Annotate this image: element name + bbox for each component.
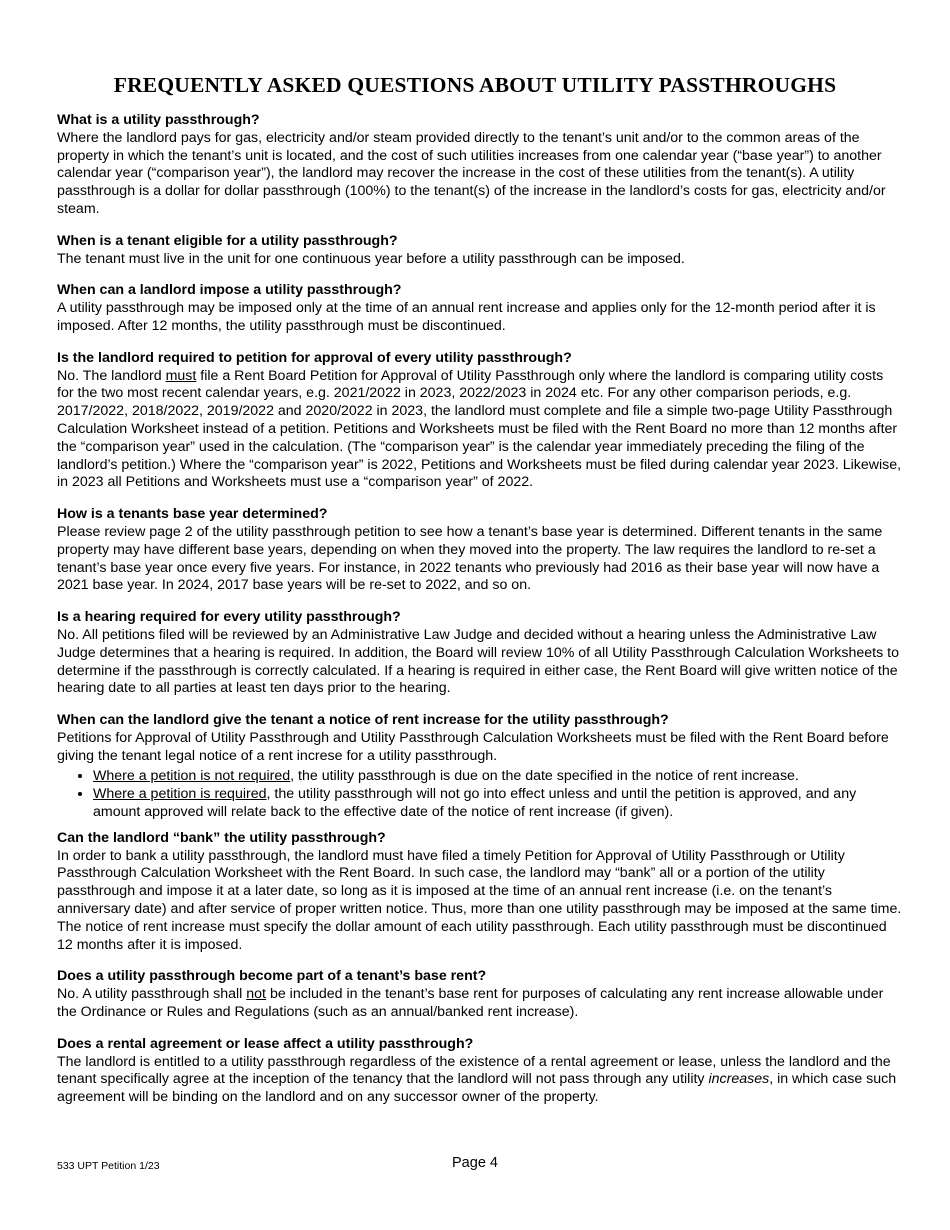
faq-item bbox=[57, 609, 902, 698]
answer-text: , in which case such agreement will be binding on the landlord and on any successor owner of the property. bbox=[57, 1071, 897, 1106]
faq-question: Does a rental agreement or lease affect a utility passthrough? bbox=[57, 1035, 474, 1052]
answer-text: file a Rent Board Petition for Approval of Utility Passthrough only where the landlord is comparing utility costs for the two most recent calendar years, e.g. 2021/2022 in 2023, 2022/2023 in 2024 etc. For any other comparison periods, e.g. 2017/2022, 2018/2022, 2019/2022 and 2020/2022 in 2023, the landlord must complete and file a simple two-page Utility Passthrough Calculation Worksheet instead of a petition. Petitions and Worksheets must be filed with the Rent Board no more than 12 months after the “comparison year” used in the calculation. (The “comparison year” is the calendar year immediately preceding the filing of the landlord’s petition.) Where the “comparison year” is 2022, Petitions and Worksheets must be filed during calendar year 2023. Likewise, in 2023 all Petitions and Worksheets must use a “comparison year” of 2022. bbox=[57, 367, 902, 491]
answer-text: No. The landlord bbox=[57, 367, 166, 384]
page-title: FREQUENTLY ASKED QUESTIONS ABOUT UTILITY PASSTHROUGHS bbox=[113, 73, 837, 97]
bullet-lead: Where a petition is not required bbox=[93, 767, 291, 784]
answer-text: No. A utility passthrough shall bbox=[57, 986, 247, 1003]
faq-item bbox=[57, 506, 902, 595]
page-number: Page 4 bbox=[452, 1155, 498, 1171]
faq-question: How is a tenants base year determined? bbox=[57, 506, 328, 523]
faq-answer: In order to bank a utility passthrough, the landlord must have filed a timely Petition for Approval of Utility Passthrough or Utility Passthrough Calculation Worksheet with the Rent Board. In such case, the landlord may “bank” all or a portion of the utility passthrough and impose it at a later date, so long as it is imposed at the time of an annual rent increase (i.e. on the tenant’s anniversary date) and after service of proper written notice. Thus, more than one utility passthrough may be imposed at the same time. The notice of rent increase must specify the dollar amount of each utility passthrough. Each utility passthrough must be discontinued 12 months after it is imposed. bbox=[57, 847, 902, 953]
faq-list bbox=[57, 112, 902, 1121]
faq-answer: Petitions for Approval of Utility Passthrough and Utility Passthrough Calculation Worksheets must be filed with the Rent Board before giving the tenant legal notice of a rent increse for a utility passthrough. bbox=[57, 729, 889, 764]
faq-answer: Please review page 2 of the utility passthrough petition to see how a tenant’s base year is determined. Different tenants in the same property may have different base years, depending on when they moved into the property. The law requires the landlord to re-set a tenant’s base year once every five years. For instance, in 2022 tenants who previously had 2016 as their base year will now have a 2021 base year. In 2024, 2017 base years will be re-set to 2022, and so on. bbox=[57, 523, 883, 594]
faq-item bbox=[57, 712, 902, 822]
bullet-list bbox=[57, 768, 902, 822]
bullet-text: , the utility passthrough is due on the date specified in the notice of rent increase. bbox=[290, 767, 799, 784]
faq-item bbox=[57, 830, 902, 955]
faq-item bbox=[57, 233, 902, 269]
faq-item bbox=[57, 112, 902, 219]
faq-question: What is a utility passthrough? bbox=[57, 112, 260, 128]
faq-question: Is a hearing required for every utility passthrough? bbox=[57, 609, 401, 626]
form-identifier: 533 UPT Petition 1/23 bbox=[57, 1160, 160, 1172]
faq-answer: A utility passthrough may be imposed only at the time of an annual rent increase and applies only for the 12-month period after it is imposed. After 12 months, the utility passthrough must be discontinued. bbox=[57, 300, 876, 334]
faq-answer: Where the landlord pays for gas, electricity and/or steam provided directly to the tenant’s unit and/or to the common areas of the property in which the tenant’s unit is located, and the cost of such utilities increases from one calendar year (“base year”) to another calendar year (“comparison year”), the landlord may recover the increase in the cost of these utilities from the tenant(s). A utility passthrough is a dollar for dollar passthrough (100%) to the tenant(s) of the increase in the landlord’s costs for gas, electricity and/or steam. bbox=[57, 129, 886, 217]
bullet-item bbox=[93, 768, 902, 786]
emphasis-italic: increases bbox=[708, 1071, 770, 1088]
faq-item bbox=[57, 350, 902, 492]
faq-item bbox=[57, 968, 902, 1021]
answer-text: be included in the tenant’s base rent for purposes of calculating any rent increase allowable under the Ordinance or Rules and Regulations (such as an annual/banked rent increase). bbox=[57, 986, 884, 1021]
faq-question: Can the landlord “bank” the utility passthrough? bbox=[57, 829, 386, 846]
faq-answer: The tenant must live in the unit for one continuous year before a utility passthrough can be imposed. bbox=[57, 250, 685, 267]
bullet-item bbox=[93, 786, 902, 822]
faq-item bbox=[57, 1036, 902, 1107]
answer-text: The landlord is entitled to a utility passthrough regardless of the existence of a rental agreement or lease, unless the landlord and the tenant specifically agree at the inception of the tenancy that the landlord will not pass through any utility bbox=[57, 1053, 891, 1088]
faq-question: Does a utility passthrough become part of a tenant’s base rent? bbox=[57, 968, 487, 985]
bullet-text: , the utility passthrough will not go into effect unless and until the petition is approved, and any amount approved will relate back to the effective date of the notice of rent increase (if given). bbox=[93, 786, 857, 821]
faq-answer bbox=[57, 986, 902, 1022]
faq-question: When can the landlord give the tenant a notice of rent increase for the utility passthrough? bbox=[57, 712, 669, 729]
faq-item bbox=[57, 282, 902, 335]
bullet-lead: Where a petition is required bbox=[93, 786, 267, 803]
faq-answer: No. All petitions filed will be reviewed by an Administrative Law Judge and decided without a hearing unless the Administrative Law Judge determines that a hearing is required. In addition, the Board will review 10% of all Utility Passthrough Calculation Worksheets to determine if the passthrough is correctly calculated. If a hearing is required in either case, the Rent Board will give written notice of the hearing date to all parties at least ten days prior to the hearing. bbox=[57, 626, 899, 697]
faq-question: Is the landlord required to petition for approval of every utility passthrough? bbox=[57, 349, 572, 366]
emphasis-underline: must bbox=[165, 367, 197, 384]
faq-answer bbox=[57, 1054, 902, 1107]
faq-question: When can a landlord impose a utility passthrough? bbox=[57, 282, 402, 299]
emphasis-underline: not bbox=[246, 986, 267, 1003]
faq-answer bbox=[57, 368, 902, 493]
faq-question: When is a tenant eligible for a utility passthrough? bbox=[57, 232, 398, 249]
